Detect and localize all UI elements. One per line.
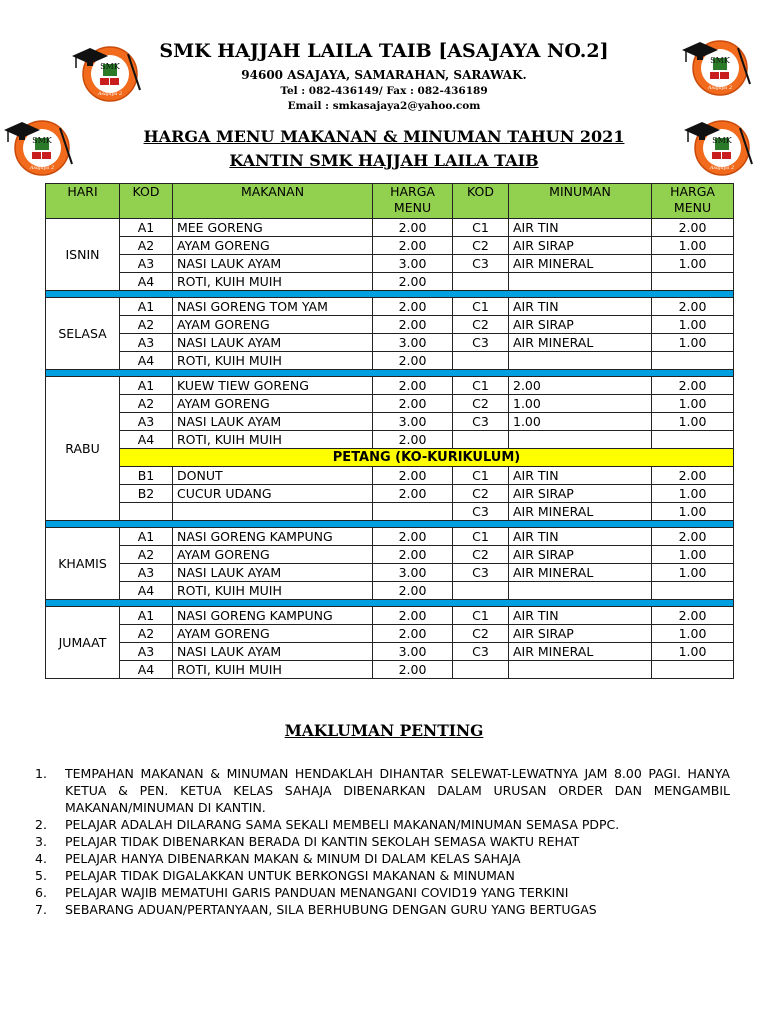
table-cell: A2 — [120, 316, 173, 334]
table-cell: 1.00 — [652, 395, 734, 413]
table-cell: C2 — [453, 237, 509, 255]
table-cell: 1.00 — [652, 625, 734, 643]
table-cell — [652, 431, 734, 449]
table-row — [46, 298, 734, 316]
table-row — [46, 255, 734, 273]
table-row — [46, 273, 734, 291]
table-cell: A3 — [120, 334, 173, 352]
table-cell — [373, 503, 453, 521]
table-cell: C3 — [453, 334, 509, 352]
column-header: MAKANAN — [173, 184, 373, 219]
table-cell: 2.00 — [373, 528, 453, 546]
note-text: SEBARANG ADUAN/PERTANYAAN, SILA BERHUBUNG DENGAN GURU YANG BERTUGAS — [65, 902, 597, 917]
table-cell: 2.00 — [373, 431, 453, 449]
table-cell: C3 — [453, 413, 509, 431]
table-cell: 2.00 — [509, 377, 652, 395]
table-cell: C3 — [453, 643, 509, 661]
table-row — [46, 413, 734, 431]
note-number: 7. — [35, 902, 47, 917]
note-item — [35, 884, 730, 901]
table-cell: 1.00 — [652, 546, 734, 564]
table-cell: 2.00 — [373, 316, 453, 334]
school-address: 94600 ASAJAYA, SAMARAHAN, SARAWAK. — [241, 68, 527, 82]
table-row — [46, 395, 734, 413]
table-cell: A4 — [120, 273, 173, 291]
svg-text:SMK: SMK — [32, 136, 52, 145]
note-number: 1. — [35, 766, 47, 781]
svg-text:Asajaya 2: Asajaya 2 — [707, 85, 733, 91]
note-item — [35, 833, 730, 850]
note-text: PELAJAR WAJIB MEMATUHI GARIS PANDUAN MENANGANI COVID19 YANG TERKINI — [65, 885, 569, 900]
table-cell: C2 — [453, 395, 509, 413]
svg-text:Asajaya 2: Asajaya 2 — [29, 165, 55, 171]
day-label: ISNIN — [46, 219, 120, 291]
table-cell: C2 — [453, 316, 509, 334]
table-cell: AIR SIRAP — [509, 625, 652, 643]
table-cell: A3 — [120, 643, 173, 661]
table-cell: 3.00 — [373, 564, 453, 582]
table-cell: AIR MINERAL — [509, 503, 652, 521]
day-label: SELASA — [46, 298, 120, 370]
table-row — [46, 625, 734, 643]
table-row — [46, 528, 734, 546]
table-cell: 1.00 — [652, 255, 734, 273]
table-cell: A3 — [120, 413, 173, 431]
table-row — [46, 485, 734, 503]
table-cell: A4 — [120, 431, 173, 449]
svg-text:SMK: SMK — [712, 136, 732, 145]
table-row — [46, 334, 734, 352]
column-header: KOD — [453, 184, 509, 219]
table-cell: AIR TIN — [509, 298, 652, 316]
table-cell: C1 — [453, 467, 509, 485]
notes-title: MAKLUMAN PENTING — [284, 721, 484, 740]
table-cell: 1.00 — [652, 503, 734, 521]
note-number: 3. — [35, 834, 47, 849]
table-cell: A3 — [120, 564, 173, 582]
table-cell: C2 — [453, 625, 509, 643]
table-cell: NASI LAUK AYAM — [173, 643, 373, 661]
note-number: 5. — [35, 868, 47, 883]
table-cell: 2.00 — [373, 377, 453, 395]
day-separator — [46, 600, 734, 607]
table-cell: A2 — [120, 625, 173, 643]
table-cell: AIR TIN — [509, 219, 652, 237]
table-cell: A1 — [120, 607, 173, 625]
table-cell: 1.00 — [652, 564, 734, 582]
notes-list — [35, 765, 730, 918]
table-cell: B2 — [120, 485, 173, 503]
note-text: PELAJAR TIDAK DIGALAKKAN UNTUK BERKONGSI MAKANAN & MINUMAN — [65, 868, 515, 883]
table-cell: NASI GORENG KAMPUNG — [173, 607, 373, 625]
table-cell: AIR SIRAP — [509, 546, 652, 564]
day-separator — [46, 370, 734, 377]
note-item — [35, 901, 730, 918]
table-cell: A3 — [120, 255, 173, 273]
table-cell: ROTI, KUIH MUIH — [173, 661, 373, 679]
table-cell — [652, 582, 734, 600]
table-cell: AIR SIRAP — [509, 485, 652, 503]
table-row — [46, 467, 734, 485]
table-row — [46, 564, 734, 582]
table-cell: C1 — [453, 607, 509, 625]
note-text: PELAJAR HANYA DIBENARKAN MAKAN & MINUM DI DALAM KELAS SAHAJA — [65, 851, 521, 866]
table-cell: ROTI, KUIH MUIH — [173, 431, 373, 449]
table-cell — [453, 661, 509, 679]
note-item — [35, 765, 730, 816]
table-cell — [453, 431, 509, 449]
table-cell — [509, 431, 652, 449]
table-cell: 2.00 — [373, 485, 453, 503]
table-cell: 2.00 — [652, 467, 734, 485]
table-cell — [509, 273, 652, 291]
table-cell: B1 — [120, 467, 173, 485]
table-cell: AYAM GORENG — [173, 546, 373, 564]
table-cell: 2.00 — [652, 377, 734, 395]
table-cell: AIR SIRAP — [509, 237, 652, 255]
day-label: JUMAAT — [46, 607, 120, 679]
table-cell: A4 — [120, 352, 173, 370]
table-cell: A1 — [120, 377, 173, 395]
table-cell: 2.00 — [373, 395, 453, 413]
table-cell: C1 — [453, 219, 509, 237]
table-cell: AIR MINERAL — [509, 564, 652, 582]
table-cell: AIR TIN — [509, 607, 652, 625]
table-cell: AYAM GORENG — [173, 395, 373, 413]
school-email: Email : smkasajaya2@yahoo.com — [287, 100, 481, 112]
table-cell: 2.00 — [373, 352, 453, 370]
table-cell: NASI LAUK AYAM — [173, 255, 373, 273]
petang-row — [46, 449, 734, 467]
table-cell: C3 — [453, 255, 509, 273]
table-cell — [509, 352, 652, 370]
table-row — [46, 607, 734, 625]
table-cell: 1.00 — [652, 237, 734, 255]
table-row — [46, 377, 734, 395]
table-row — [46, 352, 734, 370]
note-text: PELAJAR ADALAH DILARANG SAMA SEKALI MEMBELI MAKANAN/MINUMAN SEMASA PDPC. — [65, 817, 620, 832]
table-cell — [453, 352, 509, 370]
note-text: PELAJAR TIDAK DIBENARKAN BERADA DI KANTIN SEKOLAH SEMASA WAKTU REHAT — [65, 834, 580, 849]
table-row — [46, 661, 734, 679]
table-row — [46, 237, 734, 255]
table-cell: AIR TIN — [509, 528, 652, 546]
table-cell: 1.00 — [652, 316, 734, 334]
day-label: KHAMIS — [46, 528, 120, 600]
table-cell: 2.00 — [373, 661, 453, 679]
table-cell: 2.00 — [652, 528, 734, 546]
table-cell: A2 — [120, 395, 173, 413]
menu-price-table — [45, 183, 734, 679]
table-cell: 2.00 — [373, 219, 453, 237]
column-header: KOD — [120, 184, 173, 219]
table-cell — [120, 503, 173, 521]
table-cell: ROTI, KUIH MUIH — [173, 273, 373, 291]
table-cell: 1.00 — [652, 643, 734, 661]
table-cell: A1 — [120, 528, 173, 546]
table-cell: AIR TIN — [509, 467, 652, 485]
table-cell: NASI LAUK AYAM — [173, 334, 373, 352]
school-phone: Tel : 082-436149/ Fax : 082-436189 — [280, 85, 488, 97]
table-cell: 1.00 — [509, 413, 652, 431]
table-cell — [453, 273, 509, 291]
column-header: HARGA MENU — [652, 184, 734, 219]
table-cell — [652, 273, 734, 291]
table-cell — [173, 503, 373, 521]
table-cell: 3.00 — [373, 413, 453, 431]
table-cell: 2.00 — [652, 607, 734, 625]
table-cell: A2 — [120, 546, 173, 564]
note-number: 6. — [35, 885, 47, 900]
table-cell: 1.00 — [652, 334, 734, 352]
note-text: TEMPAHAN MAKANAN & MINUMAN HENDAKLAH DIHANTAR SELEWAT-LEWATNYA JAM 8.00 PAGI. HANYA KETUA & PEN. KETUA KELAS SAHAJA DIBENARKAN DALAM URUSAN ORDER DAN MENGAMBIL MAKANAN/MINUMAN DI KANTIN. — [65, 766, 730, 815]
table-cell: C1 — [453, 377, 509, 395]
table-cell: C1 — [453, 298, 509, 316]
table-cell: A2 — [120, 237, 173, 255]
table-cell: 2.00 — [373, 607, 453, 625]
table-cell: AYAM GORENG — [173, 316, 373, 334]
document-title: HARGA MENU MAKANAN & MINUMAN TAHUN 2021 — [143, 127, 625, 146]
svg-text:Asajaya 2: Asajaya 2 — [97, 91, 123, 97]
note-item — [35, 867, 730, 884]
table-cell: 3.00 — [373, 255, 453, 273]
table-cell — [652, 661, 734, 679]
table-cell: NASI GORENG TOM YAM — [173, 298, 373, 316]
table-cell: C3 — [453, 503, 509, 521]
column-header: HARI — [46, 184, 120, 219]
table-cell — [453, 582, 509, 600]
table-cell: CUCUR UDANG — [173, 485, 373, 503]
table-cell: AIR MINERAL — [509, 255, 652, 273]
table-cell: A1 — [120, 298, 173, 316]
note-number: 4. — [35, 851, 47, 866]
document-subtitle: KANTIN SMK HAJJAH LAILA TAIB — [229, 151, 539, 170]
svg-text:SMK: SMK — [100, 62, 120, 71]
table-cell: NASI LAUK AYAM — [173, 413, 373, 431]
table-cell: A1 — [120, 219, 173, 237]
table-cell: 2.00 — [373, 625, 453, 643]
table-cell: ROTI, KUIH MUIH — [173, 352, 373, 370]
table-cell: 3.00 — [373, 334, 453, 352]
table-row — [46, 546, 734, 564]
table-cell: KUEW TIEW GORENG — [173, 377, 373, 395]
table-row — [46, 643, 734, 661]
table-cell: 2.00 — [373, 582, 453, 600]
svg-text:Asajaya 2: Asajaya 2 — [709, 165, 735, 171]
table-cell: 2.00 — [373, 237, 453, 255]
note-item — [35, 816, 730, 833]
table-cell: C1 — [453, 528, 509, 546]
column-header: HARGA MENU — [373, 184, 453, 219]
table-cell: C2 — [453, 546, 509, 564]
table-cell: AIR MINERAL — [509, 643, 652, 661]
table-cell: 2.00 — [373, 273, 453, 291]
table-cell: AYAM GORENG — [173, 237, 373, 255]
table-cell: 1.00 — [652, 413, 734, 431]
table-cell: NASI LAUK AYAM — [173, 564, 373, 582]
table-header-row — [46, 184, 734, 219]
school-name: SMK HAJJAH LAILA TAIB [ASAJAYA NO.2] — [159, 40, 609, 62]
table-cell: C3 — [453, 564, 509, 582]
table-cell: 2.00 — [373, 467, 453, 485]
table-cell: 2.00 — [652, 219, 734, 237]
table-cell: C2 — [453, 485, 509, 503]
table-cell — [652, 352, 734, 370]
day-separator — [46, 521, 734, 528]
table-row — [46, 582, 734, 600]
table-cell: 1.00 — [652, 485, 734, 503]
table-cell: MEE GORENG — [173, 219, 373, 237]
table-cell: 2.00 — [373, 298, 453, 316]
table-cell: ROTI, KUIH MUIH — [173, 582, 373, 600]
day-separator — [46, 291, 734, 298]
table-cell — [509, 661, 652, 679]
table-cell: AYAM GORENG — [173, 625, 373, 643]
table-cell: 2.00 — [373, 546, 453, 564]
table-cell: AIR SIRAP — [509, 316, 652, 334]
table-row — [46, 431, 734, 449]
table-cell: 2.00 — [652, 298, 734, 316]
column-header: MINUMAN — [509, 184, 652, 219]
note-number: 2. — [35, 817, 47, 832]
note-item — [35, 850, 730, 867]
table-cell: A4 — [120, 582, 173, 600]
table-cell: 1.00 — [509, 395, 652, 413]
table-cell: NASI GORENG KAMPUNG — [173, 528, 373, 546]
svg-text:SMK: SMK — [710, 56, 730, 65]
table-cell: AIR MINERAL — [509, 334, 652, 352]
table-row — [46, 316, 734, 334]
table-row — [46, 219, 734, 237]
table-cell — [509, 582, 652, 600]
table-cell: 3.00 — [373, 643, 453, 661]
table-cell: A4 — [120, 661, 173, 679]
table-row — [46, 503, 734, 521]
table-cell: DONUT — [173, 467, 373, 485]
day-label: RABU — [46, 377, 120, 521]
petang-label: PETANG (KO-KURIKULUM) — [120, 449, 734, 467]
